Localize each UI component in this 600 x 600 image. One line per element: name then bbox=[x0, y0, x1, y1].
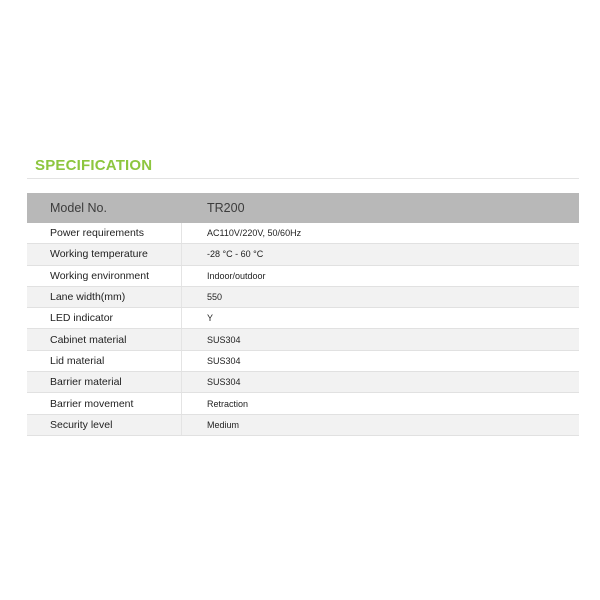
row-label: Working temperature bbox=[27, 244, 182, 264]
row-label: Cabinet material bbox=[27, 329, 182, 349]
section-title: SPECIFICATION bbox=[35, 157, 153, 174]
table-row bbox=[27, 308, 579, 329]
table-row bbox=[27, 223, 579, 244]
row-value: SUS304 bbox=[207, 377, 241, 388]
row-value: Retraction bbox=[207, 398, 249, 409]
row-value: AC110V/220V, 50/60Hz bbox=[207, 228, 302, 239]
table-row bbox=[27, 351, 579, 372]
table-row bbox=[27, 244, 579, 265]
spec-table bbox=[27, 193, 579, 436]
table-row bbox=[27, 372, 579, 393]
row-value: Indoor/outdoor bbox=[207, 270, 266, 281]
row-value: 550 bbox=[207, 292, 223, 303]
title-divider bbox=[27, 178, 579, 179]
header-label: Model No. bbox=[50, 201, 107, 215]
table-body bbox=[27, 223, 579, 436]
table-row bbox=[27, 329, 579, 350]
table-header-row bbox=[27, 193, 579, 223]
row-value: -28 °C - 60 °C bbox=[207, 249, 264, 260]
header-value: TR200 bbox=[207, 201, 245, 215]
table-row bbox=[27, 415, 579, 436]
row-value: Medium bbox=[207, 419, 240, 430]
table-row bbox=[27, 393, 579, 414]
row-label: Lid material bbox=[27, 351, 182, 371]
row-label: Security level bbox=[27, 415, 182, 435]
row-value: Y bbox=[207, 313, 214, 324]
table-row bbox=[27, 266, 579, 287]
row-value: SUS304 bbox=[207, 355, 241, 366]
row-label: Barrier movement bbox=[27, 393, 182, 413]
row-label: Working environment bbox=[27, 266, 182, 286]
row-label: Barrier material bbox=[27, 372, 182, 392]
row-label: LED indicator bbox=[27, 308, 182, 328]
row-label: Lane width(mm) bbox=[27, 287, 182, 307]
row-label: Power requirements bbox=[27, 223, 182, 243]
row-value: SUS304 bbox=[207, 334, 241, 345]
table-row bbox=[27, 287, 579, 308]
